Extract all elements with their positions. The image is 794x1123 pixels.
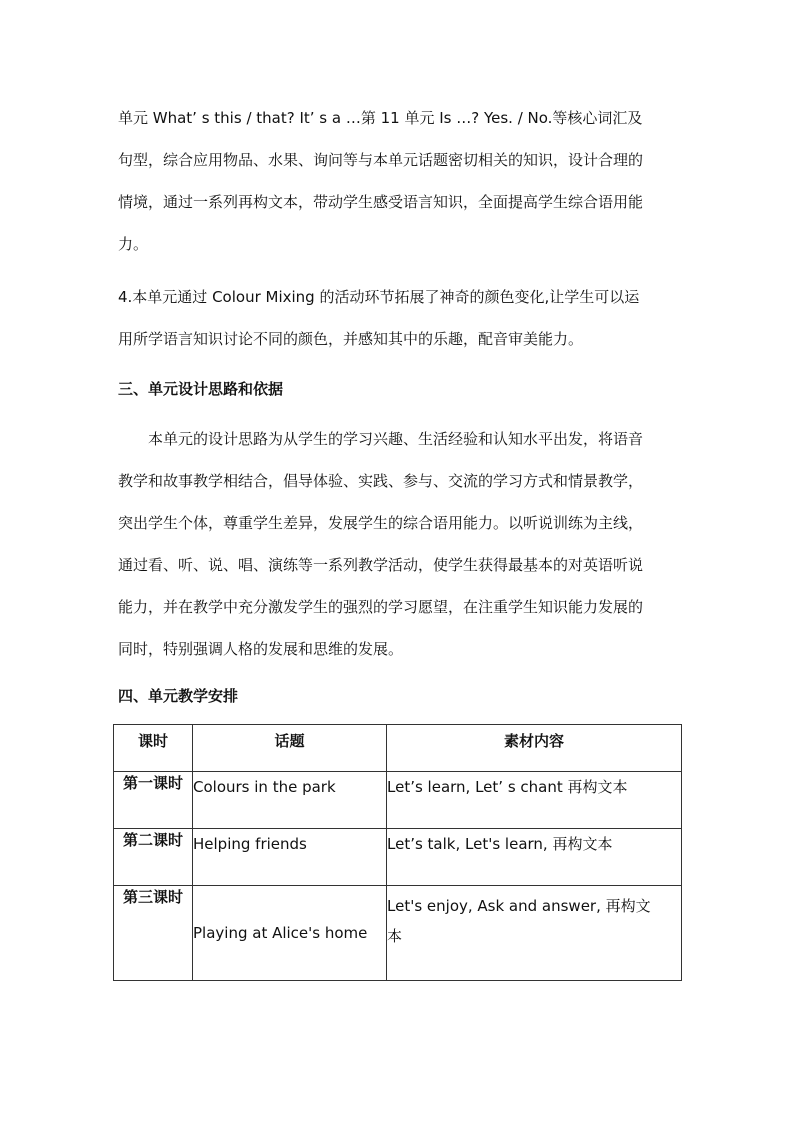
period-cell: 第三课时	[114, 886, 193, 981]
table-row	[114, 829, 682, 886]
text-line: 本单元的设计思路为从学生的学习兴趣、生活经验和认知水平出发，将语音	[118, 430, 644, 448]
table-header-row	[114, 725, 682, 772]
text-line: 力。	[118, 235, 149, 253]
column-header-material: 素材内容	[387, 725, 682, 772]
material-line: Let’s talk, Let's learn, 再构文本	[387, 835, 613, 853]
paragraph-unit-vocabulary	[118, 97, 688, 265]
period-cell: 第二课时	[114, 829, 193, 886]
paragraph-colour-mixing	[118, 276, 688, 360]
material-cell	[387, 886, 682, 981]
material-line: Let's enjoy, Ask and answer, 再构文	[387, 897, 651, 915]
material-line: Let’s learn, Let’ s chant 再构文本	[387, 778, 628, 796]
section-heading-schedule: 四、单元教学安排	[118, 687, 239, 705]
table-row	[114, 772, 682, 829]
text-line: 句型，综合应用物品、水果、询问等与本单元话题密切相关的知识，设计合理的	[118, 151, 644, 169]
section-heading-design: 三、单元设计思路和依据	[118, 380, 284, 398]
material-cell	[387, 772, 682, 829]
column-header-period: 课时	[114, 725, 193, 772]
text-line: 通过看、听、说、唱、演练等一系列教学活动，使学生获得最基本的对英语听说	[118, 556, 644, 574]
column-header-topic: 话题	[193, 725, 387, 772]
topic-cell: Colours in the park	[193, 772, 387, 829]
text-line: 单元 What’ s this / that? It’ s a …第 11 单元 Is …? Yes. / No.等核心词汇及	[118, 109, 643, 127]
material-line: 本	[387, 927, 403, 945]
text-line: 能力，并在教学中充分激发学生的强烈的学习愿望，在注重学生知识能力发展的	[118, 598, 644, 616]
text-line: 用所学语言知识讨论不同的颜色，并感知其中的乐趣，配音审美能力。	[118, 330, 584, 348]
topic-cell: Playing at Alice's home	[193, 886, 387, 981]
text-line: 情境，通过一系列再构文本，带动学生感受语言知识，全面提高学生综合语用能	[118, 193, 644, 211]
table-row	[114, 886, 682, 981]
material-cell	[387, 829, 682, 886]
period-cell: 第一课时	[114, 772, 193, 829]
topic-cell: Helping friends	[193, 829, 387, 886]
text-line: 4.本单元通过 Colour Mixing 的活动环节拓展了神奇的颜色变化,让学生可以运	[118, 288, 640, 306]
paragraph-design-rationale	[118, 418, 688, 670]
lesson-schedule-table	[113, 724, 682, 981]
text-line: 同时，特别强调人格的发展和思维的发展。	[118, 640, 404, 658]
text-line: 突出学生个体，尊重学生差异，发展学生的综合语用能力。以听说训练为主线，	[118, 514, 644, 532]
text-line: 教学和故事教学相结合，倡导体验、实践、参与、交流的学习方式和情景教学，	[118, 472, 644, 490]
